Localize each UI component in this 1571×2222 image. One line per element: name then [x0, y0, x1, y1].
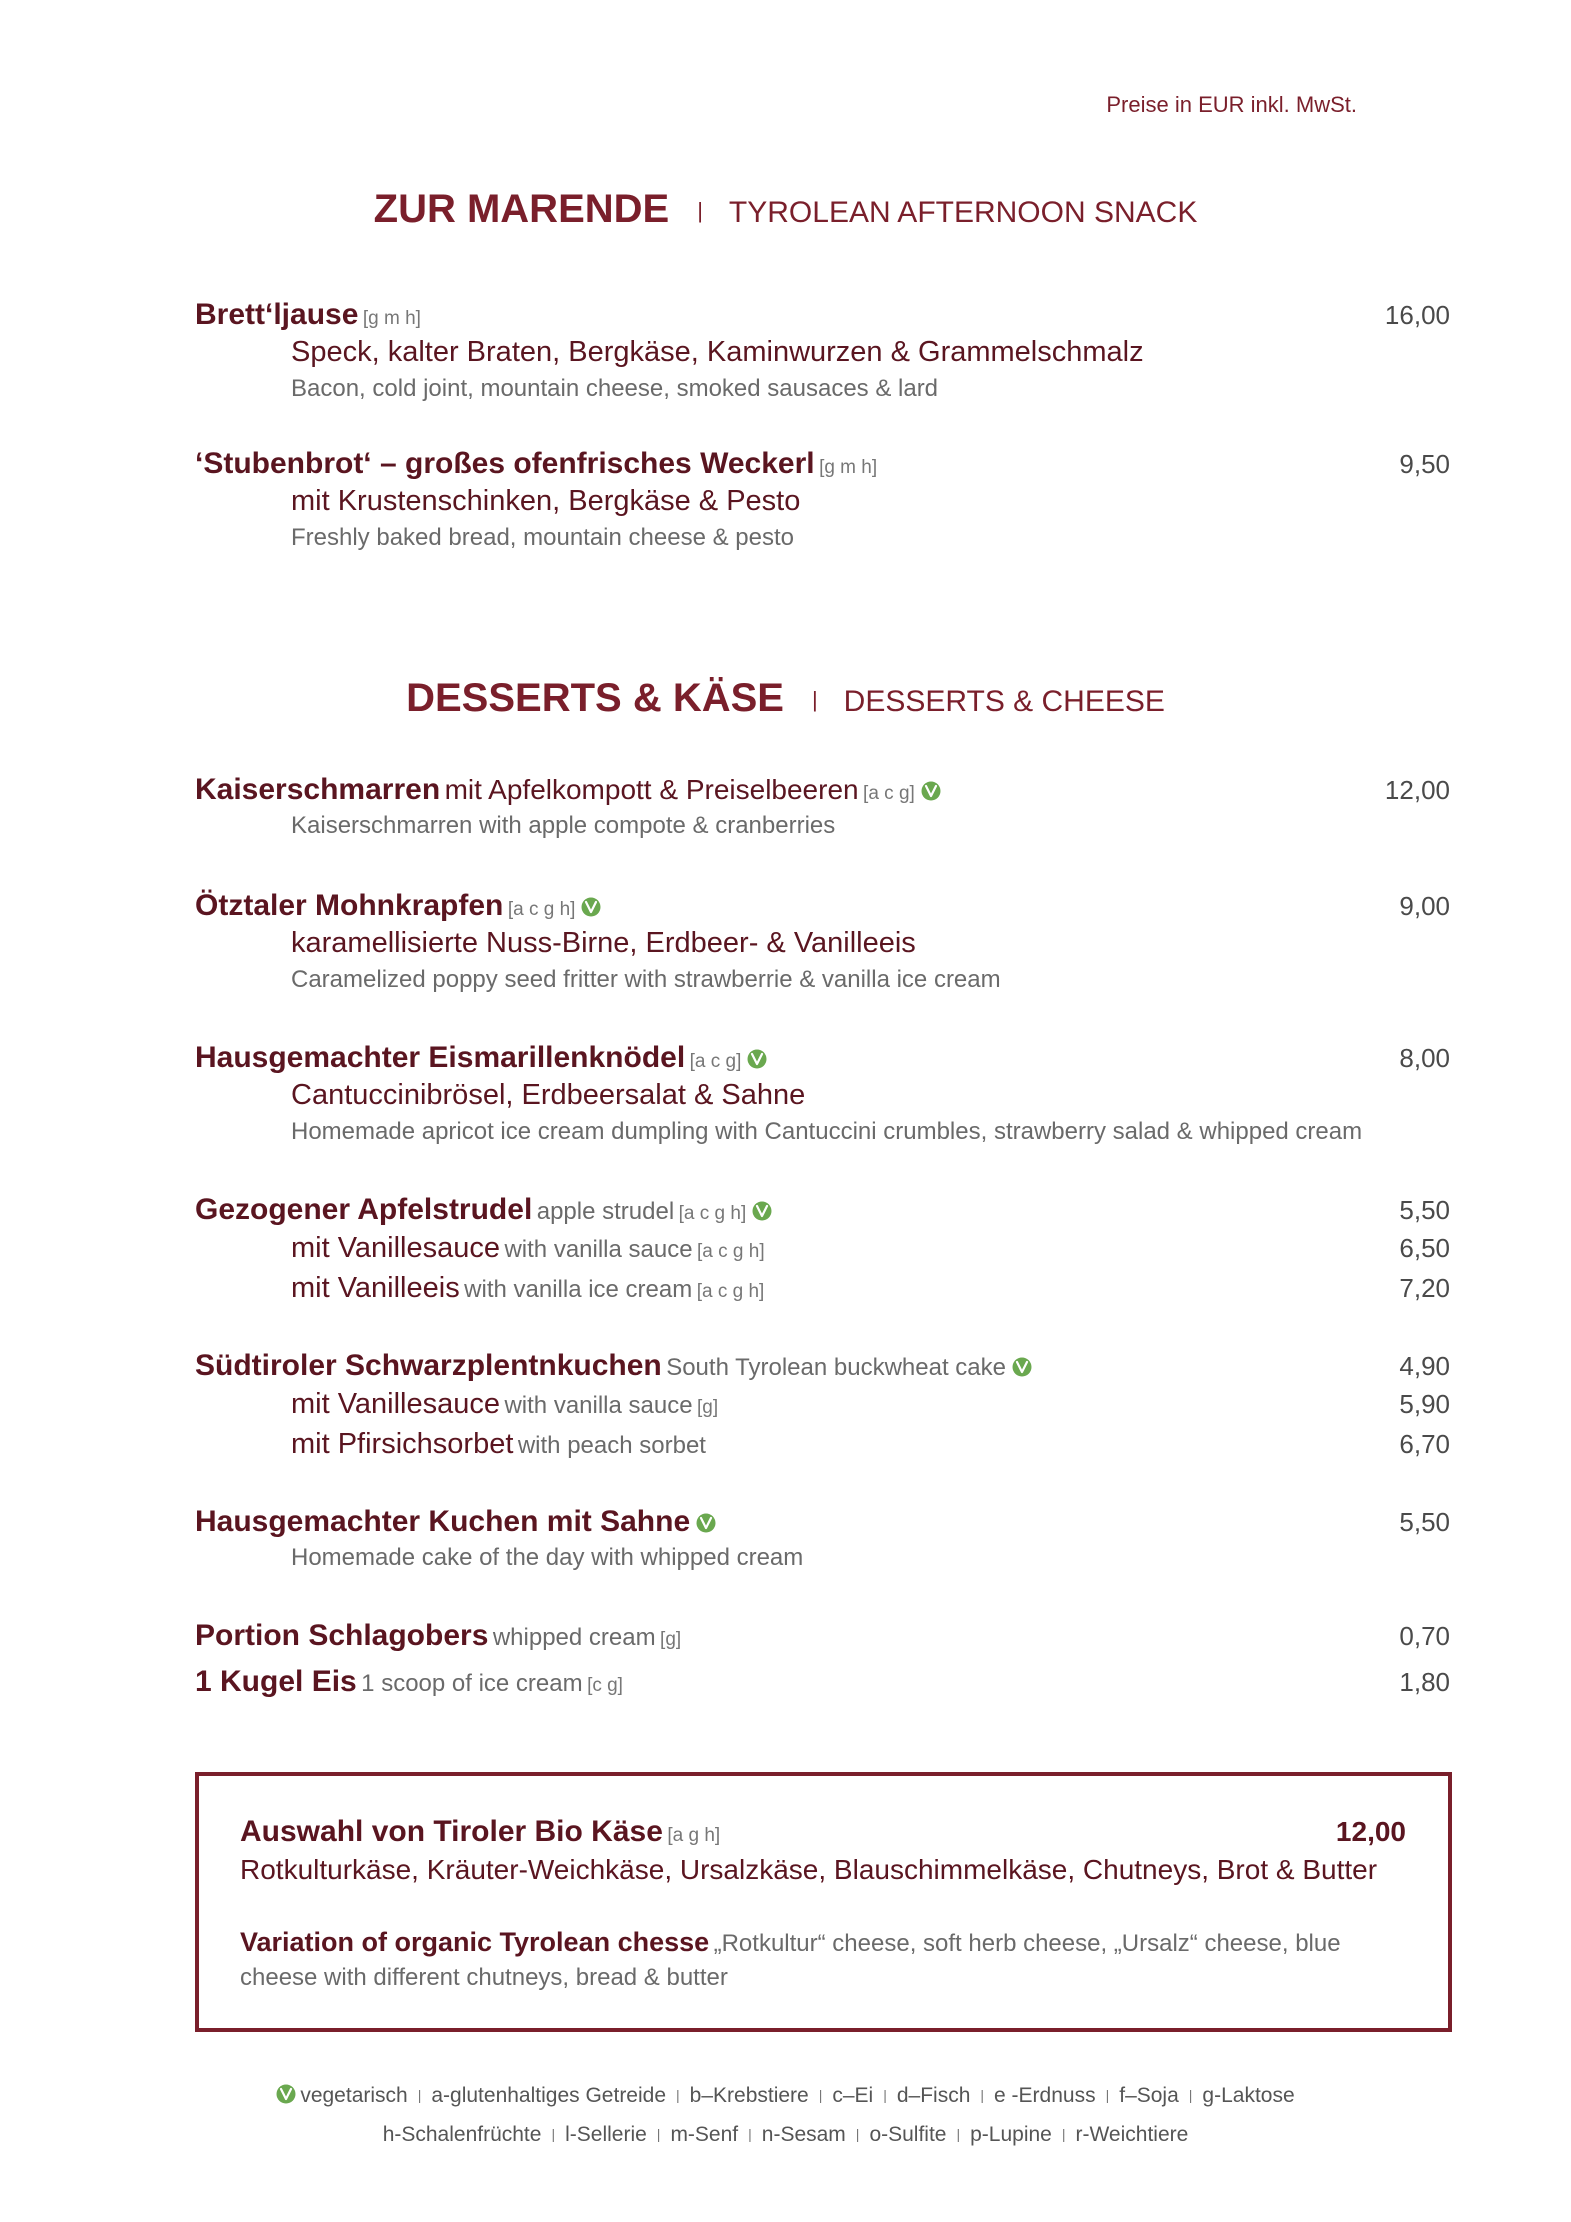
- item-extra: mit Apfelkompott & Preiselbeeren: [444, 774, 859, 805]
- variant-name: mit Vanillesauce: [291, 1232, 501, 1264]
- legend-item: o-Sulfite: [869, 2123, 947, 2146]
- legend-item: b–Krebstiere: [689, 2084, 809, 2107]
- variant-name: mit Pfirsichsorbet: [291, 1428, 514, 1460]
- variant-name-en: with vanilla ice cream: [464, 1276, 693, 1303]
- section-title: ZUR MARENDE: [373, 187, 670, 231]
- variant-name: mit Vanillesauce: [291, 1388, 501, 1420]
- price: 7,20: [1399, 1273, 1450, 1303]
- price: 9,50: [1399, 449, 1450, 479]
- price-note: Preise in EUR inkl. MwSt.: [1106, 92, 1357, 117]
- legend-item: n-Sesam: [761, 2123, 846, 2146]
- item-name: Portion Schlagobers: [195, 1619, 489, 1652]
- item-variant: [291, 1228, 1450, 1268]
- item-name-en: apple strudel: [536, 1198, 675, 1225]
- legend-item: d–Fisch: [896, 2084, 971, 2107]
- allergens: [a c g h]: [696, 1281, 765, 1302]
- item-description-de: Rotkulturkäse, Kräuter-Weichkäse, Ursalzkäse, Blauschimmelkäse, Chutneys, Brot & Butter: [240, 1854, 1378, 1885]
- price: 6,50: [1399, 1233, 1450, 1263]
- allergens: [a c g]: [689, 1051, 742, 1072]
- legend-line: vegetarisch | a-glutenhaltiges Getreide | b–Krebstiere | c–Ei | d–Fisch | e -Erdnuss | f–Soja | g-Laktose: [0, 2077, 1571, 2116]
- vegetarian-icon: [747, 1049, 767, 1069]
- cheese-en-text: cheese with different chutneys, bread & butter: [240, 1964, 728, 1991]
- item-name: 1 Kugel Eis: [195, 1665, 357, 1698]
- cheese-box: [195, 1772, 1452, 2032]
- item-description-en: Kaiserschmarren with apple compote & cranberries: [291, 812, 836, 839]
- divider: |: [697, 198, 703, 223]
- menu-item: [195, 1664, 1450, 1700]
- item-description-de: karamellisierte Nuss-Birne, Erdbeer- & Vanilleeis: [291, 927, 916, 959]
- menu-item: [195, 1192, 1450, 1308]
- menu-item: [195, 1618, 1450, 1654]
- vegetarian-icon: [921, 781, 941, 801]
- menu-item: [195, 446, 1450, 556]
- price: 9,00: [1399, 891, 1450, 921]
- variant-name-en: with peach sorbet: [517, 1432, 706, 1459]
- cheese-en-title: Variation of organic Tyrolean chesse: [240, 1927, 710, 1957]
- menu-item: [195, 888, 1450, 998]
- legend-item: r-Weichtiere: [1075, 2123, 1189, 2146]
- legend-item: h-Schalenfrüchte: [382, 2123, 542, 2146]
- allergen-legend: [0, 2077, 1571, 2155]
- price: 12,00: [1335, 1816, 1406, 1847]
- cheese-title-row: [240, 1814, 1406, 1850]
- menu-item: [195, 1348, 1450, 1464]
- legend-item: g-Laktose: [1202, 2084, 1295, 2107]
- item-description-de: mit Krustenschinken, Bergkäse & Pesto: [291, 485, 801, 517]
- vegetarian-icon: [581, 897, 601, 917]
- menu-item: [195, 297, 1450, 407]
- section-heading-desserts: [0, 676, 1571, 721]
- vegetarian-icon: [752, 1201, 772, 1221]
- item-name: Auswahl von Tiroler Bio Käse: [240, 1815, 663, 1848]
- section-heading-marende: [0, 187, 1571, 232]
- section-title: DESSERTS & KÄSE: [406, 676, 784, 720]
- legend-item: p-Lupine: [970, 2123, 1052, 2146]
- item-description-de: Cantuccinibrösel, Erdbeersalat & Sahne: [291, 1079, 806, 1111]
- allergens: [a c g]: [863, 783, 915, 804]
- price: 5,90: [1399, 1389, 1450, 1419]
- vegetarian-icon: [276, 2084, 296, 2104]
- allergens: [a c g h]: [697, 1241, 765, 1262]
- legend-item: c–Ei: [832, 2084, 874, 2107]
- allergens: [g]: [660, 1629, 682, 1650]
- price: 6,70: [1399, 1429, 1450, 1459]
- price: 1,80: [1399, 1667, 1450, 1697]
- price: 0,70: [1399, 1621, 1450, 1651]
- divider: |: [811, 687, 818, 712]
- price: 16,00: [1384, 300, 1450, 330]
- item-variant: [291, 1424, 1450, 1464]
- allergens: [c g]: [587, 1675, 623, 1696]
- cheese-en-line1: [240, 1924, 1406, 1965]
- allergens: [a g h]: [667, 1825, 721, 1846]
- item-name: Hausgemachter Kuchen mit Sahne: [195, 1505, 691, 1538]
- item-name-en: South Tyrolean buckwheat cake: [666, 1354, 1006, 1381]
- variant-name-en: with vanilla sauce: [504, 1236, 693, 1263]
- section-subtitle: TYROLEAN AFTERNOON SNACK: [728, 196, 1198, 229]
- legend-item: m-Senf: [670, 2123, 739, 2146]
- item-variant: [291, 1384, 1450, 1424]
- item-name: Ötztaler Mohnkrapfen: [195, 889, 504, 922]
- vegetarian-icon: [1012, 1357, 1032, 1377]
- menu-item: [195, 772, 1450, 844]
- item-description-en: Homemade apricot ice cream dumpling with Cantuccini crumbles, strawberry salad & whipped cream: [291, 1118, 1363, 1145]
- price: 5,50: [1399, 1507, 1450, 1537]
- allergens: [g m h]: [362, 308, 421, 329]
- menu-item: [195, 1504, 1450, 1576]
- price: 12,00: [1384, 775, 1450, 805]
- legend-item: e -Erdnuss: [994, 2084, 1096, 2107]
- price: 8,00: [1399, 1043, 1450, 1073]
- item-name-en: 1 scoop of ice cream: [361, 1670, 583, 1697]
- item-description-en: Freshly baked bread, mountain cheese & pesto: [291, 524, 794, 551]
- item-name: ‘Stubenbrot‘ – großes ofenfrisches Weckerl: [195, 447, 815, 480]
- legend-item: l-Sellerie: [565, 2123, 647, 2146]
- price: 5,50: [1399, 1195, 1450, 1225]
- item-description-de: Speck, kalter Braten, Bergkäse, Kaminwurzen & Grammelschmalz: [291, 336, 1144, 368]
- allergens: [a c g h]: [507, 899, 576, 920]
- item-name: Hausgemachter Eismarillenknödel: [195, 1041, 686, 1074]
- item-name: Südtiroler Schwarzplentnkuchen: [195, 1349, 662, 1382]
- price: 4,90: [1399, 1351, 1450, 1381]
- item-variant: [291, 1268, 1450, 1308]
- allergens: [a c g h]: [678, 1203, 747, 1224]
- vegetarian-icon: [696, 1513, 716, 1533]
- cheese-en-line2: [240, 1960, 1406, 1999]
- allergens: [g]: [697, 1397, 719, 1418]
- variant-name: mit Vanilleeis: [291, 1272, 460, 1304]
- menu-item: [195, 1040, 1450, 1150]
- legend-item: vegetarisch: [300, 2084, 408, 2107]
- allergens: [g m h]: [819, 457, 878, 478]
- legend-item: a-glutenhaltiges Getreide: [431, 2084, 667, 2107]
- item-name-en: whipped cream: [492, 1624, 656, 1651]
- legend-item: f–Soja: [1119, 2084, 1179, 2107]
- legend-line: h-Schalenfrüchte | l-Sellerie | m-Senf | n-Sesam | o-Sulfite | p-Lupine | r-Weichtiere: [382, 2123, 1189, 2146]
- item-name: Brett‘ljause: [195, 298, 359, 331]
- item-name: Kaiserschmarren: [195, 773, 441, 806]
- item-description-en: Homemade cake of the day with whipped cream: [291, 1544, 804, 1571]
- item-description-en: Caramelized poppy seed fritter with strawberrie & vanilla ice cream: [291, 966, 1001, 993]
- variant-name-en: with vanilla sauce: [504, 1392, 693, 1419]
- cheese-en-text: „Rotkultur“ cheese, soft herb cheese, „Ursalz“ cheese, blue: [713, 1930, 1341, 1957]
- section-subtitle: DESSERTS & CHEESE: [843, 685, 1165, 718]
- item-description-en: Bacon, cold joint, mountain cheese, smoked sausaces & lard: [291, 375, 939, 402]
- item-name: Gezogener Apfelstrudel: [195, 1193, 533, 1226]
